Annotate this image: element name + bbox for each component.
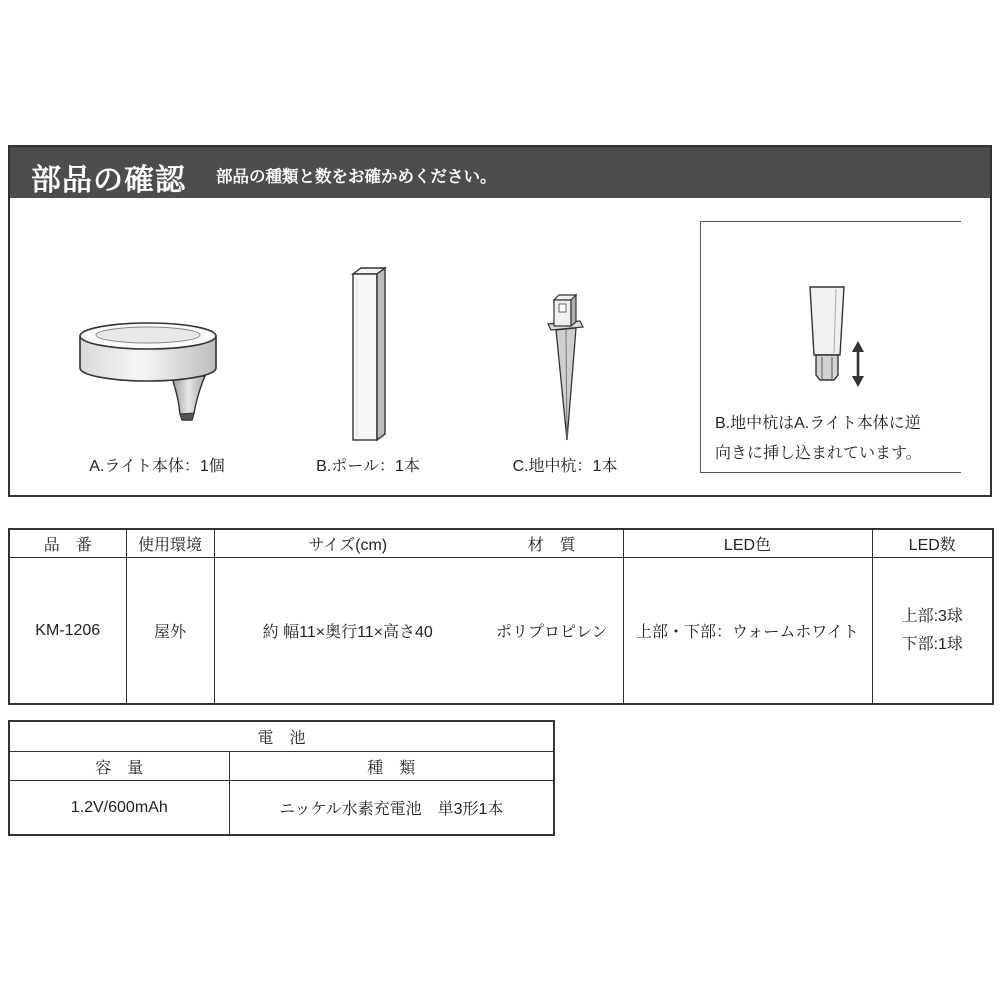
battery-title: 電 池: [9, 721, 554, 752]
cell-material: ポリプロピレン: [481, 558, 623, 705]
header-led-count: LED数: [872, 529, 993, 558]
cell-environment: 屋外: [126, 558, 214, 705]
stake-inserted-icon: [806, 285, 851, 385]
header-capacity: 容 量: [9, 752, 229, 781]
double-arrow-icon: [849, 340, 867, 388]
battery-title-row: [9, 721, 554, 752]
battery-header-row: [9, 752, 554, 781]
cell-led-count: [872, 558, 993, 705]
led-count-upper: 上部:3球: [901, 607, 963, 625]
part-label-pole: B.ポール：1本: [316, 458, 420, 475]
pole-icon: [347, 264, 389, 446]
header-battery-type: 種 類: [229, 752, 554, 781]
parts-header-band: [10, 147, 990, 198]
battery-row: [9, 781, 554, 836]
spec-table-row: [9, 558, 993, 705]
light-body-icon: [76, 318, 221, 428]
header-environment: 使用環境: [126, 529, 214, 558]
note-line-1: B.地中杭はA.ライト本体に逆: [715, 415, 921, 432]
ground-stake-icon: [546, 292, 590, 444]
header-material: 材 質: [481, 529, 623, 558]
part-label-ground-stake: C.地中杭：1本: [512, 458, 618, 475]
spec-table: [8, 528, 994, 705]
cell-size: 約 幅11×奥行11×高さ40: [214, 558, 481, 705]
cell-battery-type: ニッケル水素充電池 単3形1本: [229, 781, 554, 836]
spec-table-header-row: [9, 529, 993, 558]
parts-title: 部品の確認: [31, 164, 186, 197]
header-product-no: 品 番: [9, 529, 126, 558]
part-label-light-body: A.ライト本体：1個: [89, 458, 225, 475]
battery-table: [8, 720, 555, 836]
cell-product-no: KM-1206: [9, 558, 126, 705]
led-count-lower: 下部:1球: [901, 635, 963, 653]
cell-led-color: 上部・下部：ウォームホワイト: [623, 558, 872, 705]
note-line-2: 向きに挿し込まれています。: [715, 445, 922, 462]
header-led-color: LED色: [623, 529, 872, 558]
parts-subtitle: 部品の種類と数をお確かめください。: [216, 168, 497, 186]
cell-capacity: 1.2V/600mAh: [9, 781, 229, 836]
header-size: サイズ(cm): [214, 529, 481, 558]
